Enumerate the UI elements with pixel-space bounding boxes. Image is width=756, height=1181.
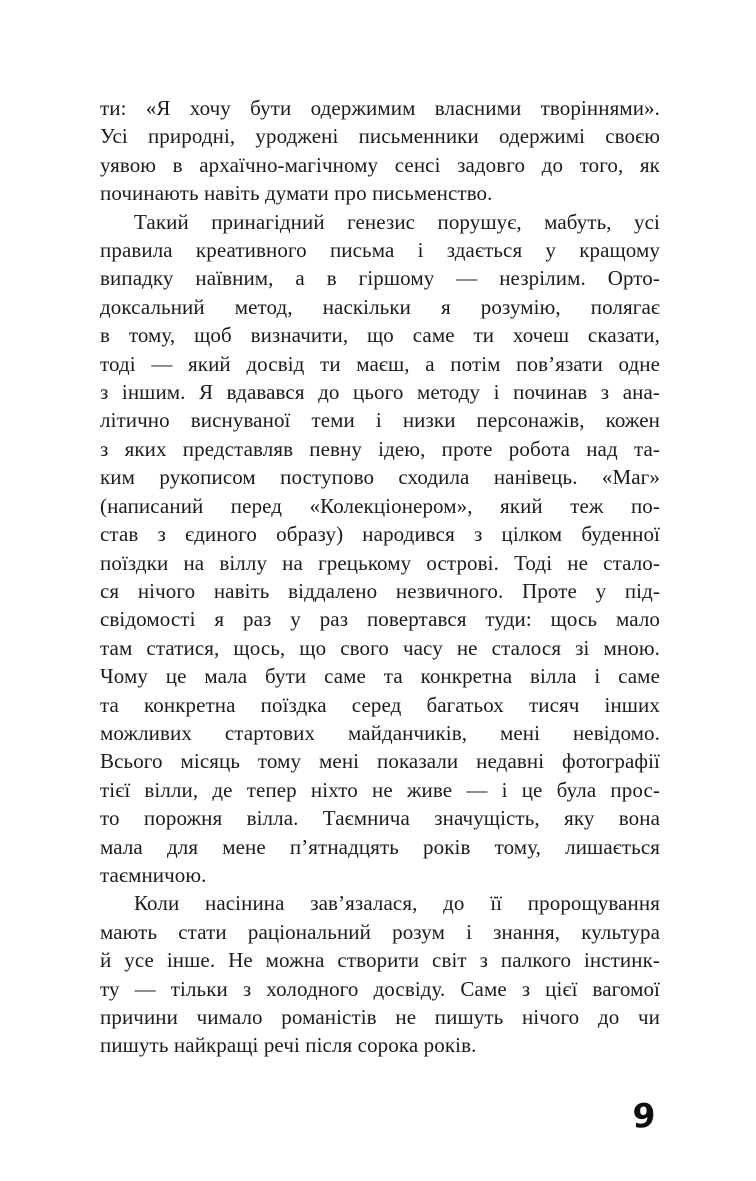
text-line: ким рукописом поступово сходила нанівець. «Маг» bbox=[100, 465, 660, 490]
text-line: Такий принагідний генезис порушує, мабуть, усі bbox=[134, 209, 660, 234]
text-line: з яких представляв певну ідею, проте робота над та- bbox=[100, 436, 660, 461]
paragraph bbox=[100, 94, 660, 208]
text-line: поїздки на віллу на грецькому острові. Тоді не стало- bbox=[100, 550, 660, 575]
page-number: 9 bbox=[632, 1095, 656, 1136]
text-line: ся нічого навіть віддалено незвичного. Проте у під- bbox=[100, 578, 660, 603]
text-line: Коли насінина зав’язалася, до її пророщування bbox=[134, 891, 660, 916]
text-line: Всього місяць тому мені показали недавні фотографії bbox=[100, 749, 660, 774]
text-line: причини чимало романістів не пишуть нічого до чи bbox=[100, 1005, 660, 1029]
text-line: ту — тільки з холодного досвіду. Саме з цієї вагомої bbox=[100, 976, 660, 1001]
text-line: мала для мене п’ятнадцять років тому, лишається bbox=[100, 834, 660, 859]
text-line: доксальний метод, наскільки я розумію, полягає bbox=[100, 294, 660, 319]
text-line: з іншим. Я вдавався до цього методу і починав з ана- bbox=[100, 380, 660, 405]
text-line: став з єдиного образу) народився з цілком буденної bbox=[100, 522, 660, 547]
text-line: та конкретна поїздка серед багатьох тисяч інших bbox=[100, 692, 660, 717]
text-line: мають стати раціональний розум і знання, культура bbox=[100, 919, 660, 944]
paragraph bbox=[100, 208, 660, 890]
text-line: тієї вілли, де тепер ніхто не живе — і це була прос- bbox=[100, 777, 660, 802]
text-line: там статися, щось, що свого часу не сталося зі мною. bbox=[100, 635, 660, 660]
text-line: Чому це мала бути саме та конкретна вілла і саме bbox=[100, 664, 660, 689]
text-line: правила креативного письма і здається у кращому bbox=[100, 238, 660, 263]
text-line: ти: «Я хочу бути одержимим власними творіннями». bbox=[100, 96, 660, 120]
text-line: уявою в архаїчно-магічному сенсі задовго до того, як bbox=[100, 152, 660, 177]
text-line: літично виснуваної теми і низки персонажів, кожен bbox=[100, 408, 660, 433]
text-block bbox=[100, 94, 660, 1060]
text-line: випадку наївним, а в гіршому — незрілим. Орто- bbox=[100, 266, 660, 291]
text-line: тоді — який досвід ти маєш, а потім пов’язати одне bbox=[100, 351, 660, 376]
text-line: починають навіть думати про письменство. bbox=[100, 181, 493, 206]
text-line: в тому, щоб визначити, що саме ти хочеш сказати, bbox=[100, 323, 660, 348]
text-line: Усі природні, уроджені письменники одержимі своєю bbox=[100, 124, 660, 149]
text-line: пишуть найкращі речі після сорока років. bbox=[100, 1033, 477, 1058]
text-line: свідомості я раз у раз повертався туди: щось мало bbox=[100, 607, 660, 632]
text-line: таємничою. bbox=[100, 862, 207, 887]
text-line: (написаний перед «Колекціонером», який теж по- bbox=[100, 493, 660, 518]
text-line: можливих стартових майданчиків, мені невідомо. bbox=[100, 720, 660, 745]
paragraph bbox=[100, 889, 660, 1059]
text-line: й усе інше. Не можна створити світ з палкого інстинк- bbox=[100, 948, 660, 973]
text-line: то порожня вілла. Таємнича значущість, яку вона bbox=[100, 806, 660, 831]
